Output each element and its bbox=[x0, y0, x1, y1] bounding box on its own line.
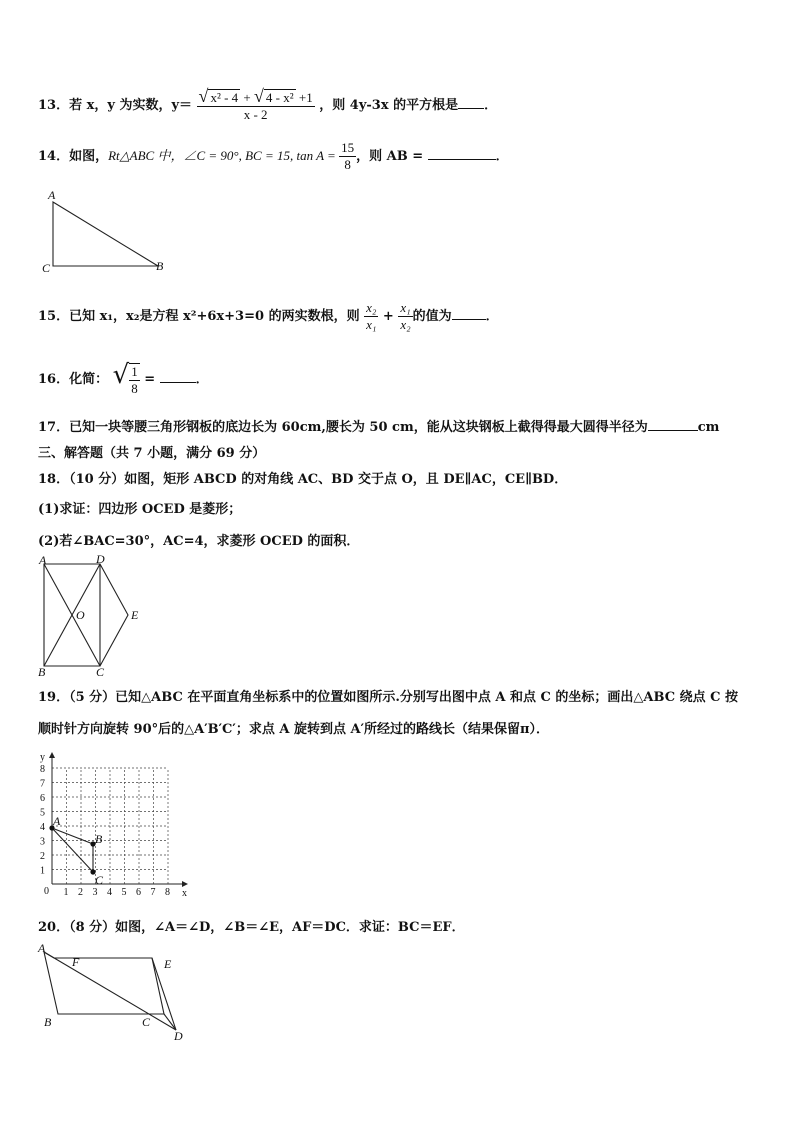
figure-q19-grid bbox=[32, 750, 192, 898]
answer-blank[interactable] bbox=[458, 96, 484, 109]
x-tick-label: 5 bbox=[121, 887, 127, 898]
label-C: C bbox=[42, 261, 51, 275]
label-C: C bbox=[142, 1015, 151, 1029]
label-E: E bbox=[131, 608, 139, 622]
label-C: C bbox=[96, 665, 105, 679]
x-tick-label: 1 bbox=[63, 887, 69, 898]
y-tick-label: 5 bbox=[40, 807, 45, 819]
question-14: 14．如图，Rt△ABC 中，∠C = 90°, BC = 15, tan A = $\frac{15}{8}$ ，则 AB = ． bbox=[38, 140, 509, 172]
answer-blank[interactable] bbox=[428, 147, 496, 160]
question-15: 15．已知 x₁，x₂是方程 x²+6x+3=0 的两实数根，则 $\frac{\text{x₂}}{\text{x₁}}$ + $\frac{\text{x₁}}{\text{x₂}}$ 的值为 ． bbox=[38, 300, 499, 332]
question-19-line2: 顺时针方向旋转 90°后的△A′B′C′；求点 A 旋转到点 A′所经过的路线长（结果保留π）． bbox=[38, 722, 550, 737]
x-tick-label: 4 bbox=[107, 887, 112, 898]
grid-lines bbox=[52, 768, 168, 884]
question-20: 20．（8 分）如图，∠A＝∠D，∠B＝∠E，AF＝DC．求证：BC＝EF． bbox=[38, 920, 465, 935]
label-B: B bbox=[156, 259, 164, 273]
label-D: D bbox=[96, 552, 105, 566]
y-tick-label: 4 bbox=[40, 822, 45, 833]
section-heading: 三、解答题（共 7 小题，满分 69 分） bbox=[38, 446, 266, 461]
y-tick-label: 7 bbox=[40, 778, 45, 790]
label-B: B bbox=[38, 665, 46, 679]
label-F: F bbox=[72, 955, 80, 969]
label-E: E bbox=[164, 957, 172, 971]
question-17: 17．已知一块等腰三角形钢板的底边长为 60cm,腰长为 50 cm，能从这块钢板上截得得最大圆得半径为 cm bbox=[38, 420, 720, 435]
question-18-line3: (2)若∠BAC=30°，AC=4，求菱形 OCED 的面积． bbox=[38, 534, 360, 549]
figure-q20-parallelograms bbox=[34, 940, 204, 1046]
q13-fraction: $\frac{\text{√ x² - 4 + √ 4 - x² +1}}{x - 2}$ bbox=[198, 86, 313, 122]
q14-fraction: $\frac{15}{8}$ bbox=[341, 140, 355, 172]
x-tick-label: 2 bbox=[78, 887, 83, 898]
figure-q14-triangle bbox=[38, 188, 178, 278]
question-16: 16．化简： √ $\frac{1}{8}$ = ． bbox=[38, 360, 209, 396]
label-O: O bbox=[76, 608, 85, 622]
y-tick-label: 1 bbox=[40, 865, 45, 877]
label-A: A bbox=[53, 814, 61, 828]
y-axis-label: y bbox=[40, 752, 45, 763]
label-D: D bbox=[174, 1029, 183, 1043]
question-18-line2: (1)求证：四边形 OCED 是菱形； bbox=[38, 502, 242, 517]
x-tick-label: 6 bbox=[136, 887, 141, 898]
label-A: A bbox=[38, 941, 46, 955]
label-B: B bbox=[44, 1015, 52, 1029]
origin-label: 0 bbox=[44, 886, 49, 897]
question-13: 13．若 x，y 为实数，y＝ $\frac{\text{√ x² - 4 + √ 4 - x² +1}}{x - 2}$ ，则 4y-3x 的平方根是 ． bbox=[38, 86, 498, 122]
label-A: A bbox=[39, 553, 47, 567]
answer-blank[interactable] bbox=[160, 370, 196, 383]
x-tick-label: 3 bbox=[92, 887, 98, 898]
question-18-line1: 18．（10 分）如图，矩形 ABCD 的对角线 AC、BD 交于点 O，且 DE∥AC，CE∥BD． bbox=[38, 472, 568, 487]
y-tick-label: 8 bbox=[40, 764, 45, 775]
label-C: C bbox=[95, 873, 104, 887]
y-tick-label: 6 bbox=[40, 793, 45, 804]
x-tick-label: 7 bbox=[150, 887, 156, 898]
x-tick-label: 8 bbox=[165, 887, 170, 898]
question-19-line1: 19．（5 分）已知△ABC 在平面直角坐标系中的位置如图所示.分别写出图中点 A 和点 C 的坐标；画出△ABC 绕点 C 按 bbox=[38, 690, 738, 705]
answer-blank[interactable] bbox=[648, 418, 698, 431]
figure-q18-rectangle bbox=[36, 552, 156, 680]
label-B: B bbox=[95, 832, 103, 846]
y-tick-label: 3 bbox=[40, 836, 45, 848]
x-axis-label: x bbox=[182, 888, 187, 898]
answer-blank[interactable] bbox=[452, 307, 486, 320]
y-tick-label: 2 bbox=[40, 851, 45, 862]
label-A: A bbox=[48, 188, 56, 202]
